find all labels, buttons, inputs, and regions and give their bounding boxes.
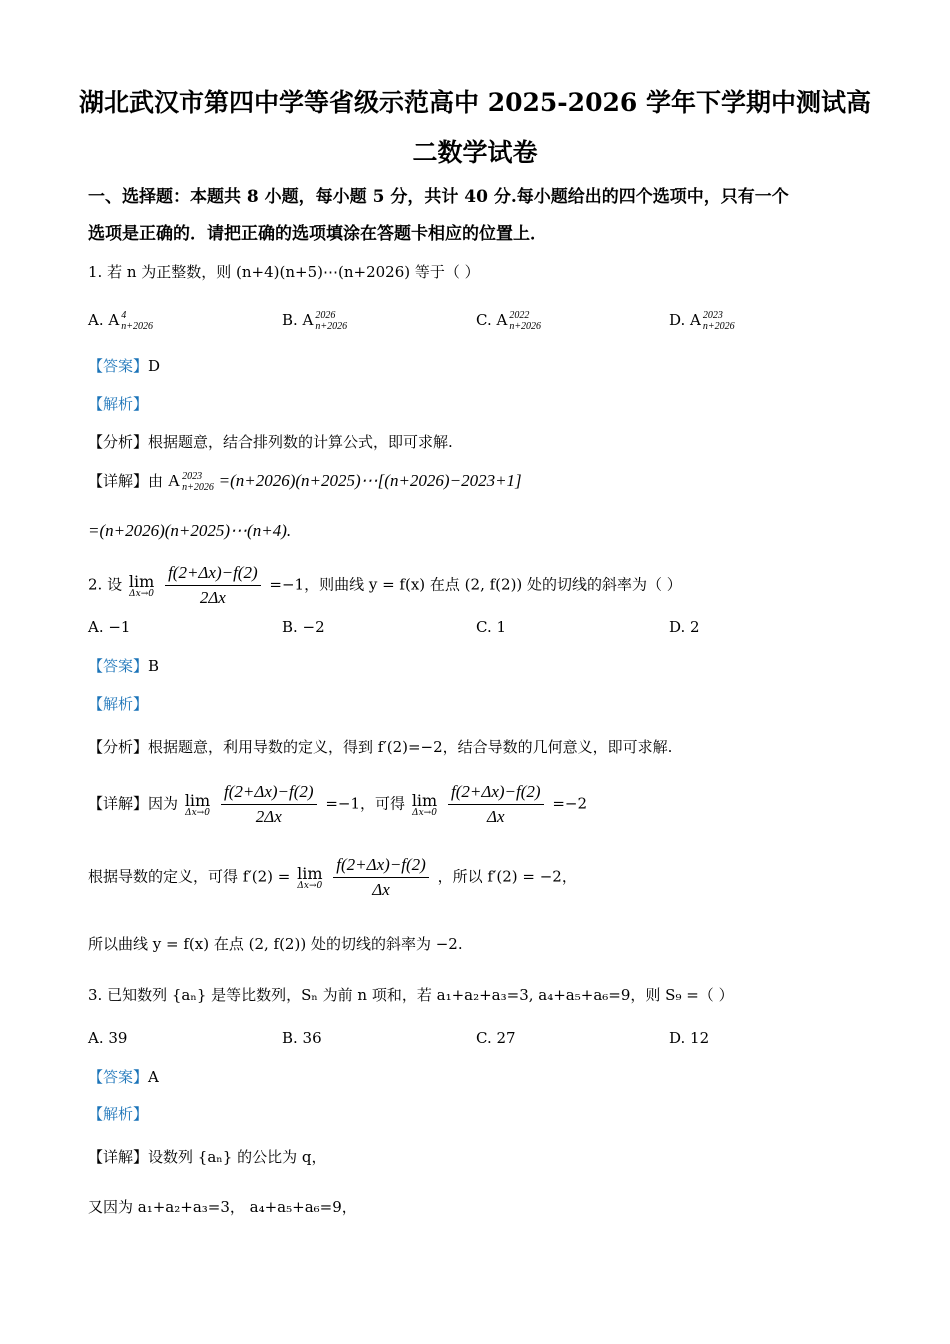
- q3-analysis-tag: 【解析】: [88, 1105, 149, 1123]
- q2-line2-prefix: 根据导数的定义，可得 f′(2) =: [88, 867, 291, 886]
- q2-stem: [88, 563, 682, 608]
- exam-title-line1: 湖北武汉市第四中学等省级示范高中 2025-2026 学年下学期中测试高: [79, 88, 871, 117]
- q1-detail-prefix: 由: [148, 472, 164, 490]
- q1-option-d-sup: 2023: [702, 310, 723, 321]
- q2-detail-den: 2Δx: [255, 807, 282, 826]
- fenxi-tag: 【分析】: [88, 738, 149, 756]
- q1-option-b-label: B. A: [282, 311, 314, 329]
- q2-analysis-tag: 【解析】: [88, 695, 149, 713]
- q2-detail1-prefix: 因为: [148, 794, 179, 813]
- q1-option-c: [476, 310, 541, 332]
- q1-option-c-label: C. A: [476, 311, 508, 329]
- q2-fenxi: [88, 736, 672, 757]
- section-heading-line2: 选项是正确的．请把正确的选项填涂在答题卡相应的位置上．: [88, 224, 547, 244]
- detail-tag: 【详解】: [88, 472, 149, 490]
- detail-tag: 【详解】: [88, 1148, 149, 1166]
- q1-detail-line2: =(n+2026)(n+2025)⋯(n+4).: [88, 521, 292, 540]
- answer-tag: 【答案】: [88, 357, 149, 375]
- answer-tag: 【答案】: [88, 657, 149, 675]
- q2-fenxi-text: 根据题意，利用导数的定义，得到 f′(2)=−2，结合导数的几何意义，即可求解.: [148, 738, 673, 756]
- q1-option-d: [669, 310, 735, 332]
- q2-lim-sub: Δx→0: [412, 808, 437, 818]
- q2-option-b: B. −2: [282, 618, 325, 636]
- q3-option-c: C. 27: [476, 1029, 516, 1047]
- q2-lim-sub: Δx→0: [185, 808, 210, 818]
- q1-detail-sup: 2023: [182, 471, 203, 482]
- q3-option-b: B. 36: [282, 1029, 322, 1047]
- q2-frac-den: 2Δx: [199, 588, 226, 607]
- q1-option-a-sup: 4: [121, 310, 127, 321]
- section-heading-line1: 一、选择题：本题共 8 小题，每小题 5 分，共计 40 分.每小题给出的四个选项中，只有一个: [88, 187, 789, 207]
- q1-analysis-tag: 【解析】: [88, 395, 149, 413]
- q1-answer: [88, 355, 160, 376]
- q2-line2-den: Δx: [372, 880, 390, 899]
- answer-tag: 【答案】: [88, 1068, 149, 1086]
- q1-option-a-label: A. A: [88, 311, 120, 329]
- q2-lim: lim: [184, 791, 211, 810]
- q2-detail-line1: [88, 782, 587, 827]
- exam-title-line2: 二数学试卷: [412, 138, 538, 167]
- q2-lim-sub: Δx→0: [297, 881, 323, 891]
- q3-stem: 3. 已知数列 {aₙ} 是等比数列，Sₙ 为前 n 项和，若 a₁+a₂+a₃=3, a₄+a₅+a₆=9，则 S₉ =（ ）: [88, 986, 734, 1004]
- q1-fenxi-text: 根据题意，结合排列数的计算公式，即可求解.: [148, 433, 453, 451]
- q1-stem: 1. 若 n 为正整数，则 (n+4)(n+5)⋯(n+2026) 等于（ ）: [88, 263, 480, 281]
- q2-option-d: D. 2: [669, 618, 700, 636]
- q1-fenxi: [88, 431, 453, 452]
- q3-option-d: D. 12: [669, 1029, 710, 1047]
- q3-detail-line2: 又因为 a₁+a₂+a₃=3， a₄+a₅+a₆=9，: [88, 1198, 357, 1216]
- q2-lim: lim: [411, 791, 438, 810]
- q2-line2-num: f(2+Δx)−f(2): [333, 855, 429, 878]
- q3-answer-value: A: [148, 1068, 159, 1086]
- q1-option-b-sub: n+2026: [315, 321, 348, 332]
- detail-tag: 【详解】: [88, 794, 149, 813]
- q2-detail-num: f(2+Δx)−f(2): [221, 782, 317, 805]
- q2-stem-prefix: 2. 设: [88, 575, 123, 594]
- q2-detail-line2: [88, 855, 577, 900]
- q1-option-c-sub: n+2026: [509, 321, 542, 332]
- q2-option-c: C. 1: [476, 618, 507, 636]
- q2-detail1-end: =−2: [552, 794, 588, 813]
- q3-detail1-text: 设数列 {aₙ} 的公比为 q，: [148, 1148, 327, 1166]
- q1-option-b: [282, 310, 347, 332]
- q1-option-c-sup: 2022: [509, 310, 530, 321]
- q3-answer: [88, 1066, 159, 1087]
- q2-lim-sub: Δx→0: [129, 589, 154, 599]
- q2-frac-num: f(2+Δx)−f(2): [165, 563, 261, 586]
- q1-detail-expr: =(n+2026)(n+2025)⋯[(n+2026)−2023+1]: [218, 471, 522, 490]
- q2-lim: lim: [297, 864, 323, 883]
- q1-option-a: [88, 310, 153, 332]
- q1-option-d-label: D. A: [669, 311, 701, 329]
- q2-lim: lim: [128, 572, 155, 591]
- q2-detail-num2: f(2+Δx)−f(2): [448, 782, 544, 805]
- q3-detail-line1: [88, 1146, 326, 1167]
- q2-line2-suffix: ，所以 f′(2) = −2，: [437, 867, 577, 886]
- q2-detail-den2: Δx: [487, 807, 505, 826]
- q2-stem-suffix: =−1，则曲线 y = f(x) 在点 (2, f(2)) 处的切线的斜率为（ ）: [269, 575, 682, 594]
- q1-detail-sub: n+2026: [182, 482, 214, 493]
- q1-answer-value: D: [148, 357, 161, 375]
- q2-answer-value: B: [148, 657, 160, 675]
- q1-option-a-sub: n+2026: [121, 321, 153, 332]
- q2-option-a: A. −1: [88, 618, 131, 636]
- q2-answer: [88, 655, 159, 676]
- q1-option-b-sup: 2026: [315, 310, 336, 321]
- q2-detail1-mid: =−1，可得: [325, 794, 406, 813]
- q2-detail-line3: 所以曲线 y = f(x) 在点 (2, f(2)) 处的切线的斜率为 −2.: [88, 935, 463, 953]
- q1-detail: 【详解】由 A 2023 n+2026 =(n+2026)(n+2025)⋯[(n+2026)−2023+1]: [88, 471, 522, 493]
- q3-option-a: A. 39: [88, 1029, 128, 1047]
- q1-option-d-sub: n+2026: [702, 321, 735, 332]
- fenxi-tag: 【分析】: [88, 433, 149, 451]
